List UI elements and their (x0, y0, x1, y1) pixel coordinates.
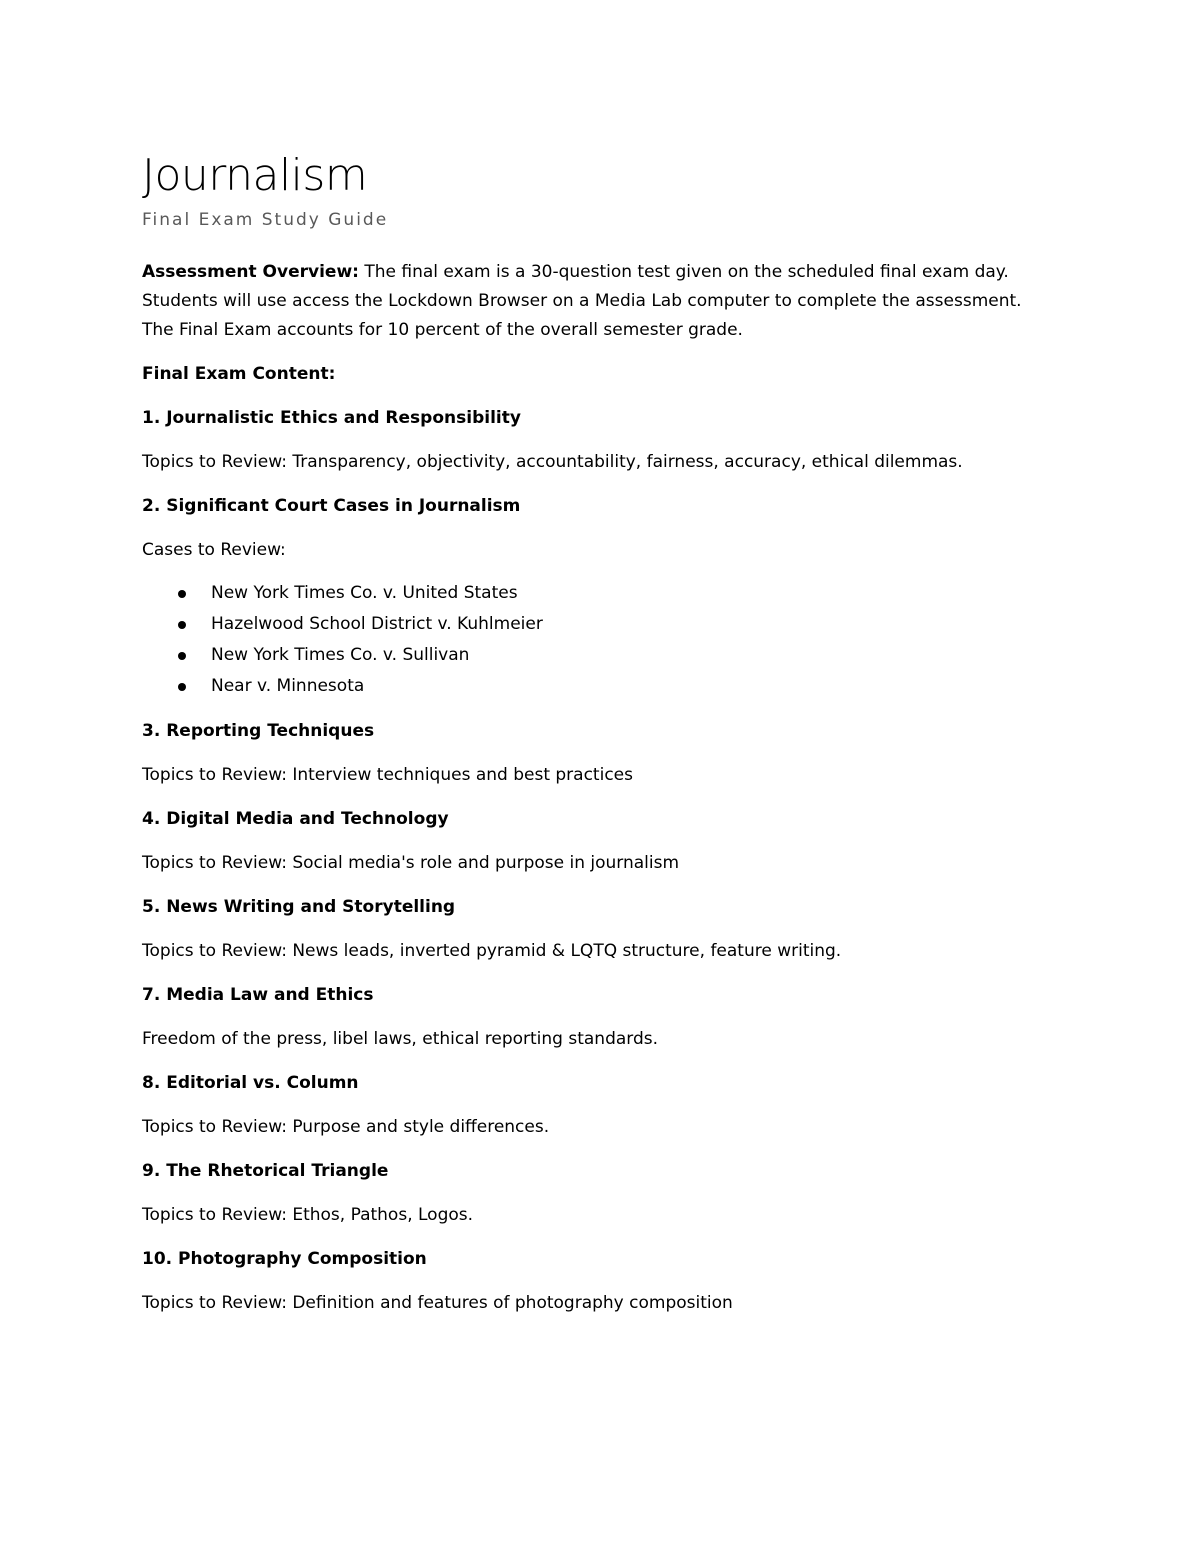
section-heading: 5. News Writing and Storytelling (142, 897, 456, 917)
section-body: Topics to Review: Interview techniques and best practices (142, 765, 633, 785)
section-heading: 4. Digital Media and Technology (142, 809, 449, 829)
document-title: Journalism (142, 150, 368, 201)
section-heading: 9. The Rhetorical Triangle (142, 1161, 389, 1181)
section-heading: 7. Media Law and Ethics (142, 985, 374, 1005)
bullet-icon (178, 683, 186, 691)
section-heading: 1. Journalistic Ethics and Responsibility (142, 408, 521, 428)
list-item (142, 671, 1082, 702)
document-page (142, 146, 1082, 1318)
section-body: Topics to Review: News leads, inverted pyramid & LQTQ structure, feature writing. (142, 941, 842, 961)
section-body: Topics to Review: Purpose and style differences. (142, 1117, 550, 1137)
section-body: Cases to Review: (142, 540, 286, 560)
overview-label: Assessment Overview: (142, 262, 359, 282)
assessment-overview (142, 258, 1082, 345)
bullet-icon (178, 590, 186, 598)
case-name: New York Times Co. v. Sullivan (211, 645, 470, 665)
section-heading: 2. Significant Court Cases in Journalism (142, 496, 521, 516)
cases-list (142, 578, 1082, 702)
section-body: Topics to Review: Definition and features of photography composition (142, 1293, 733, 1313)
section-body: Topics to Review: Ethos, Pathos, Logos. (142, 1205, 474, 1225)
overview-line-3: The Final Exam accounts for 10 percent of the overall semester grade. (142, 320, 743, 340)
case-name: New York Times Co. v. United States (211, 583, 518, 603)
case-name: Hazelwood School District v. Kuhlmeier (211, 614, 543, 634)
case-name: Near v. Minnesota (211, 676, 365, 696)
overview-line-2: Students will use access the Lockdown Browser on a Media Lab computer to complete the assessment. (142, 291, 1022, 311)
document-subtitle: Final Exam Study Guide (142, 210, 389, 230)
section-heading: 10. Photography Composition (142, 1249, 427, 1269)
list-item (142, 609, 1082, 640)
list-item (142, 578, 1082, 609)
content-heading: Final Exam Content: (142, 364, 336, 384)
section-body: Freedom of the press, libel laws, ethical reporting standards. (142, 1029, 659, 1049)
bullet-icon (178, 621, 186, 629)
section-body: Topics to Review: Transparency, objectivity, accountability, fairness, accuracy, ethical dilemmas. (142, 452, 963, 472)
section-heading: 8. Editorial vs. Column (142, 1073, 359, 1093)
section-body: Topics to Review: Social media's role and purpose in journalism (142, 853, 680, 873)
overview-line-1 (142, 258, 1082, 287)
section-heading: 3. Reporting Techniques (142, 721, 375, 741)
bullet-icon (178, 652, 186, 660)
overview-text-1: The final exam is a 30-question test given on the scheduled final exam day. (358, 262, 1009, 282)
list-item (142, 640, 1082, 671)
